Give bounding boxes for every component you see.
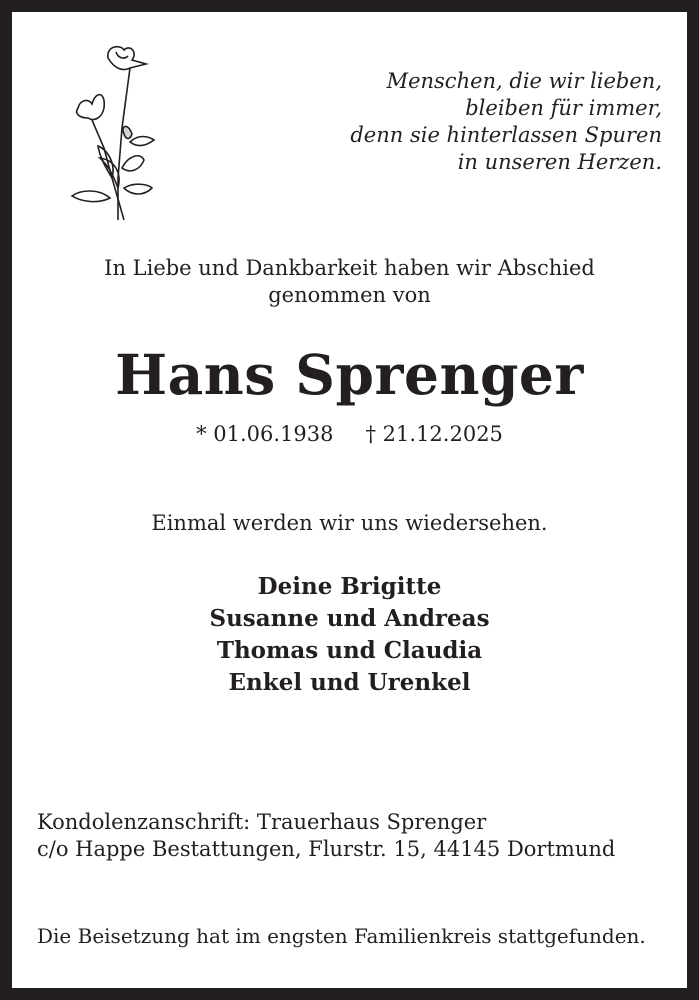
burial-note: Die Beisetzung hat im engsten Familienkreis stattgefunden. bbox=[37, 924, 646, 948]
verse-line: bleiben für immer, bbox=[465, 96, 662, 120]
family-member: Thomas und Claudia bbox=[216, 637, 483, 664]
obituary-notice bbox=[12, 12, 687, 988]
family-member: Enkel und Urenkel bbox=[228, 669, 471, 696]
verse-line: denn sie hinterlassen Spuren bbox=[350, 123, 662, 147]
family-signatures bbox=[12, 571, 687, 699]
death-date: † 21.12.2025 bbox=[365, 422, 503, 446]
family-member: Deine Brigitte bbox=[257, 573, 442, 600]
intro-line: In Liebe und Dankbarkeit haben wir Abschied bbox=[104, 256, 595, 280]
intro-text bbox=[12, 255, 687, 309]
birth-date: * 01.06.1938 bbox=[196, 422, 334, 446]
address-line: c/o Happe Bestattungen, Flurstr. 15, 44145 Dortmund bbox=[37, 837, 616, 861]
life-dates bbox=[12, 422, 687, 446]
intro-line: genommen von bbox=[268, 283, 431, 307]
family-member: Susanne und Andreas bbox=[209, 605, 490, 632]
address-line: Kondolenzanschrift: Trauerhaus Sprenger bbox=[37, 810, 487, 834]
verse-line: Menschen, die wir lieben, bbox=[386, 69, 662, 93]
verse bbox=[350, 68, 662, 176]
condolence-address bbox=[37, 809, 615, 863]
rose-icon bbox=[58, 38, 158, 224]
deceased-name: Hans Sprenger bbox=[115, 342, 584, 407]
verse-line: in unseren Herzen. bbox=[457, 150, 662, 174]
quote: Einmal werden wir uns wiedersehen. bbox=[151, 511, 548, 535]
